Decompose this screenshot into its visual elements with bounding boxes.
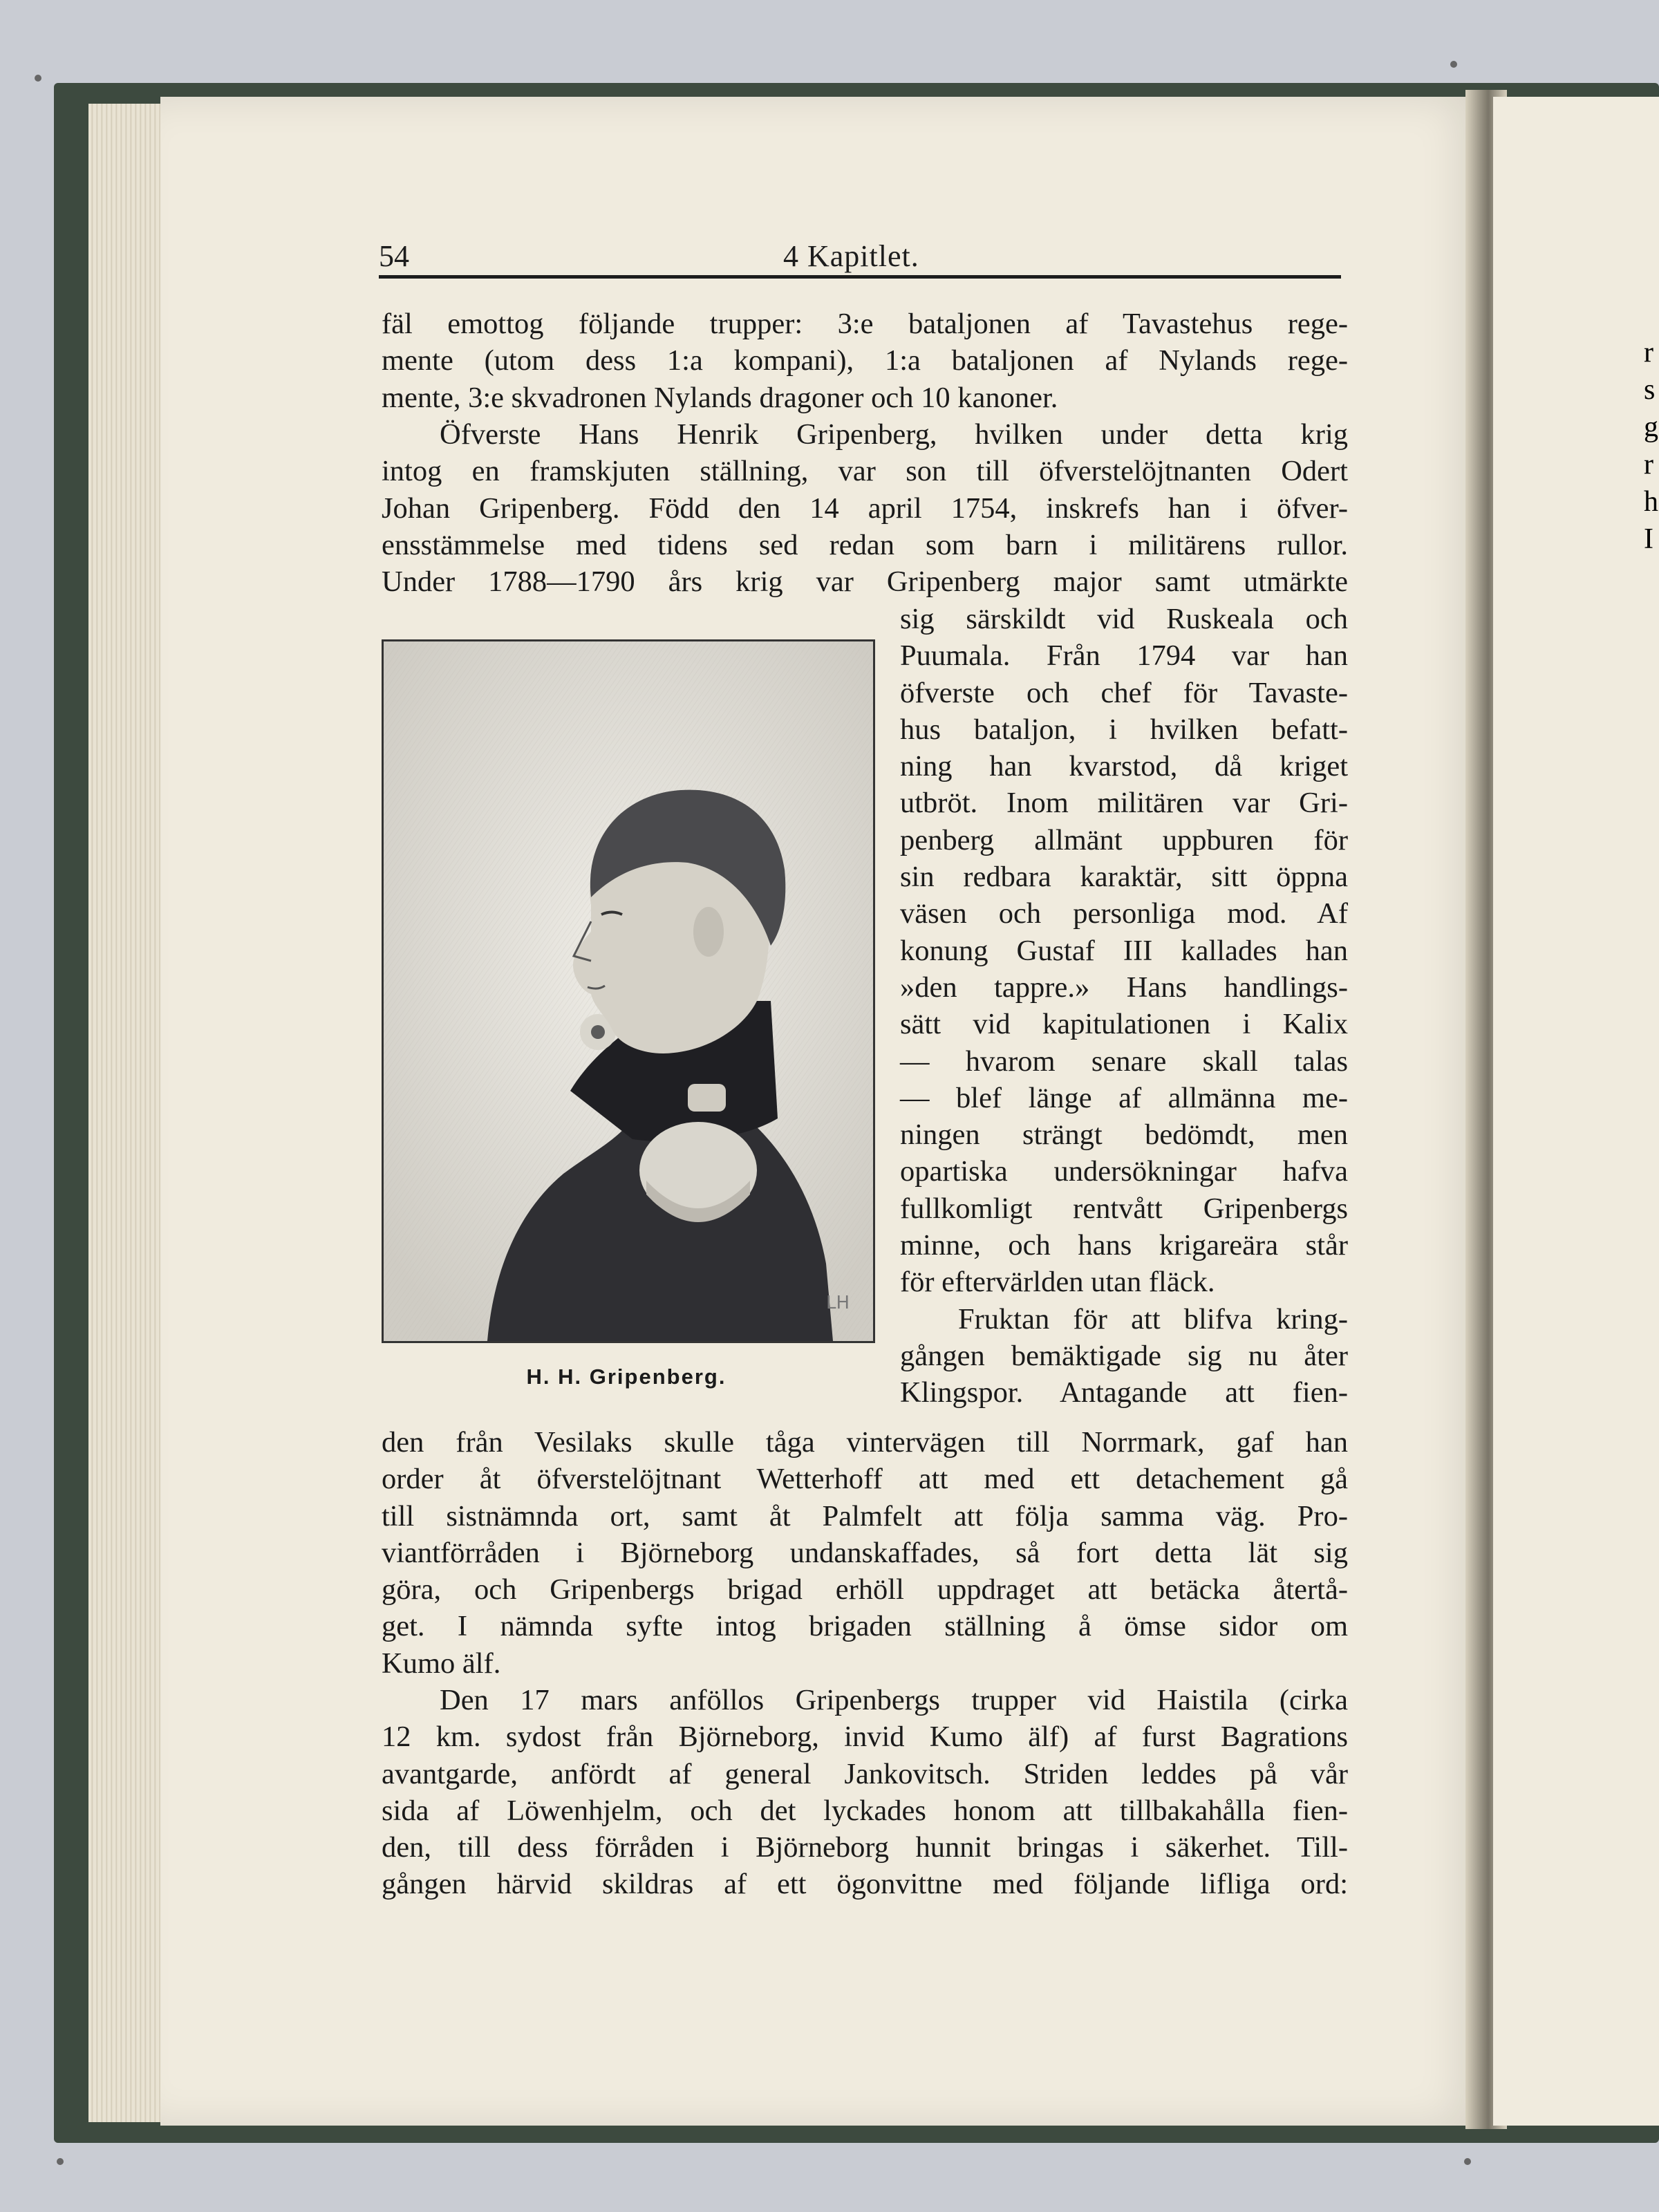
fragment: h: [1644, 486, 1658, 518]
pin-bottom-right: [1464, 2158, 1471, 2165]
text-line: för eftervärlden utan fläck.: [900, 1266, 1215, 1299]
text-line: utbröt. Inom militären var Gri-: [900, 787, 1348, 820]
page-header: [379, 238, 1340, 280]
header-rule: [379, 275, 1341, 279]
text-line: — hvarom senare skall talas: [900, 1044, 1348, 1078]
text-line: Den 17 mars anföllos Gripenbergs trupper vid Haistila (cirka: [440, 1684, 1348, 1716]
top-paragraph: [382, 306, 1348, 416]
text-line: göra, och Gripenbergs brigad erhöll uppdraget att betäcka återtå-: [382, 1573, 1348, 1606]
text-line: Under 1788—1790 års krig var Gripenberg major samt utmärkte: [382, 565, 1348, 599]
text-line: 12 km. sydost från Björneborg, invid Kumo älf) af furst Bagrations: [382, 1721, 1348, 1754]
monogram: LH: [826, 1293, 850, 1313]
portrait-illustration: [384, 641, 873, 1341]
portrait-figure: [382, 639, 875, 1343]
text-line: öfverste och chef för Tavaste-: [900, 676, 1348, 709]
text-line: Johan Gripenberg. Född den 14 april 1754, inskrefs han i öfver-: [382, 491, 1348, 525]
fragment: r: [1644, 449, 1653, 480]
text-line: penberg allmänt uppburen för: [900, 823, 1348, 856]
pin-bottom-left: [57, 2158, 64, 2165]
text-line: fäl emottog följande trupper: 3:e bataljonen af Tavastehus rege-: [382, 308, 1348, 340]
chapter-title: 4 Kapitlet.: [783, 239, 919, 273]
page-number: 54: [379, 239, 409, 273]
last-paragraph: [382, 1682, 1348, 1903]
text-line: Fruktan för att blifva kring-: [958, 1302, 1348, 1335]
text-line: gången härvid skildras af ett ögonvittne med följande lifliga ord:: [382, 1868, 1348, 1901]
text-line: väsen och personliga mod. Af: [900, 897, 1348, 930]
text-line: sida af Löwenhjelm, och det lyckades honom att tillbakahålla fien-: [382, 1794, 1348, 1827]
text-line: avantgarde, anfördt af general Jankovitsch. Striden leddes på vår: [382, 1757, 1348, 1790]
pin-top-right: [1450, 61, 1457, 68]
text-line: — blef länge af allmänna me-: [900, 1081, 1348, 1114]
text-line: mente, 3:e skvadronen Nylands dragoner och 10 kanoner.: [382, 381, 1058, 414]
text-line: get. I nämnda syfte intog brigaden ställning å ömse sidor om: [382, 1610, 1348, 1643]
pin-top-left: [35, 75, 41, 82]
text-line: opartiska undersökningar hafva: [900, 1155, 1348, 1188]
fear-paragraph: [382, 1424, 1348, 1682]
page-edges: [88, 104, 165, 2122]
text-line: den från Vesilaks skulle tåga vintervägen till Norrmark, gaf han: [382, 1426, 1348, 1459]
text-line: gången bemäktigade sig nu åter: [900, 1339, 1348, 1372]
fragment: I: [1644, 523, 1653, 555]
text-line: sätt vid kapitulationen i Kalix: [900, 1008, 1348, 1041]
fragment: s: [1644, 374, 1656, 406]
text-line: konung Gustaf III kallades han: [900, 934, 1348, 967]
fragment: r: [1644, 337, 1653, 368]
text-line: ningen strängt bedömdt, men: [900, 1118, 1348, 1152]
text-line: fullkomligt rentvått Gripenbergs: [900, 1192, 1348, 1225]
text-line: till sistnämnda ort, samt åt Palmfelt att följa samma väg. Pro-: [382, 1499, 1348, 1533]
text-line: order åt öfverstelöjtnant Wetterhoff att med ett detachement gå: [382, 1463, 1348, 1496]
text-line: sin redbara karaktär, sitt öppna: [900, 861, 1348, 894]
text-line: intog en framskjuten ställning, var son till öfverstelöjtnanten Odert: [382, 455, 1348, 488]
bio-paragraph-column: [900, 601, 1348, 1412]
bio-paragraph: [382, 416, 1348, 600]
text-line: ning han kvarstod, då kriget: [900, 750, 1348, 783]
text-line: sig särskildt vid Ruskeala och: [900, 603, 1348, 635]
text-line: mente (utom dess 1:a kompani), 1:a bataljonen af Nylands rege-: [382, 344, 1348, 377]
text-line: »den tappre.» Hans handlings-: [900, 971, 1348, 1004]
text-line: viantförråden i Björneborg undanskaffades, så fort detta lät sig: [382, 1536, 1348, 1569]
text-line: Klingspor. Antagande att fien-: [900, 1376, 1348, 1409]
text-line: den, till dess förråden i Björneborg hunnit bringas i säkerhet. Till-: [382, 1831, 1348, 1864]
next-page-edge: [1493, 97, 1659, 2126]
fragment: g: [1644, 411, 1658, 443]
portrait-caption: H. H. Gripenberg.: [526, 1365, 727, 1389]
text-line: hus bataljon, i hvilken befatt-: [900, 713, 1348, 746]
text-line: Kumo älf.: [382, 1647, 501, 1680]
text-line: minne, och hans krigareära står: [900, 1229, 1348, 1262]
text-line: Öfverste Hans Henrik Gripenberg, hvilken under detta krig: [440, 418, 1348, 451]
text-line: ensstämmelse med tidens sed redan som barn i militärens rullor.: [382, 528, 1348, 561]
text-line: Puumala. Från 1794 var han: [900, 639, 1348, 673]
